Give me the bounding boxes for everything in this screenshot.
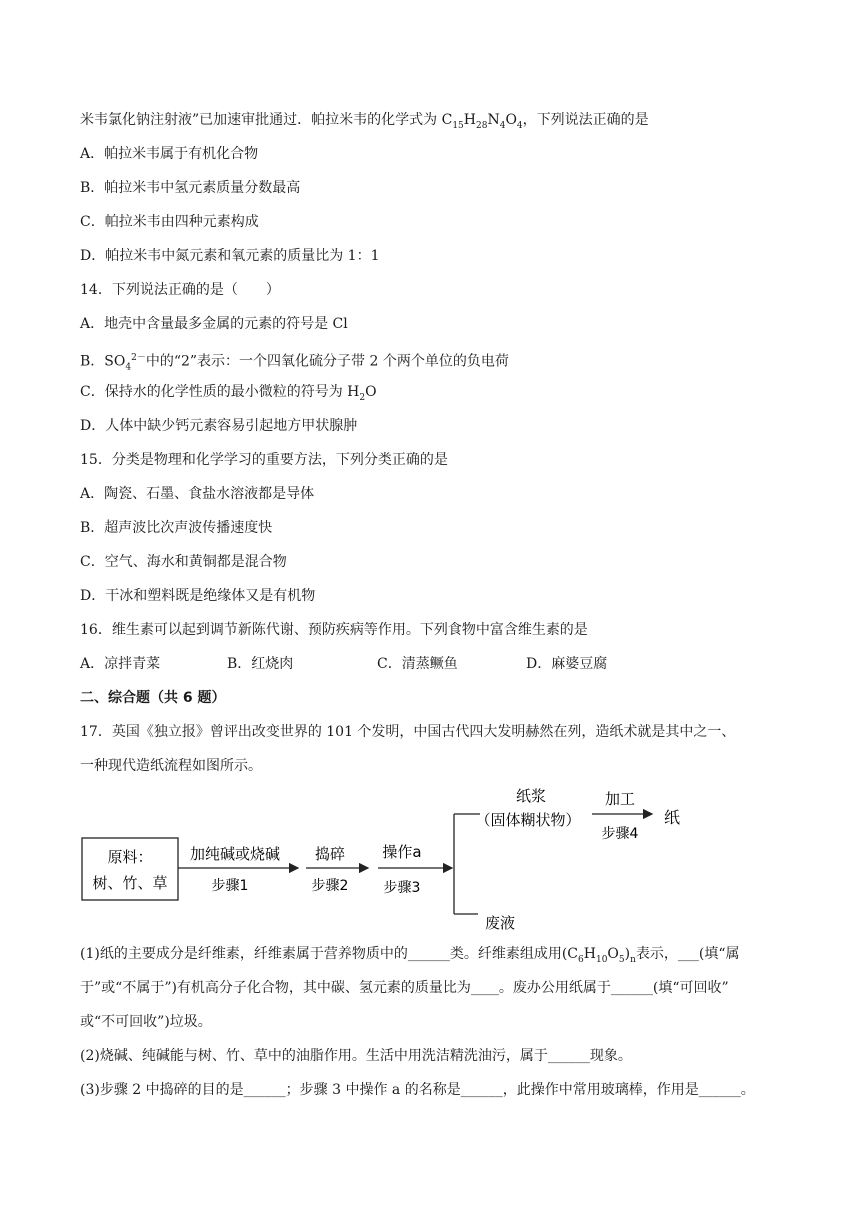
step3-action: 操作a [382,843,422,861]
step2-label: 步骤2 [311,878,349,894]
q15-option-d: D．干冰和塑料既是绝缘体又是有机物 [80,588,316,604]
q14-stem: 14．下列说法正确的是（ ） [80,282,280,298]
pulp-description: （固体糊状物） [475,811,581,829]
papermaking-flow-diagram [0,780,860,940]
q16-option-b: B．红烧肉 [227,656,294,672]
q17-part1-line3: 或“不可回收”)垃圾。 [80,1014,212,1030]
q15-stem: 15．分类是物理和化学学习的重要方法，下列分类正确的是 [80,452,448,468]
q13-option-a: A．帕拉米韦属于有机化合物 [80,146,259,162]
q16-stem: 16．维生素可以起到调节新陈代谢、预防疾病等作用。下列食物中富含维生素的是 [80,622,588,638]
raw-material-items: 树、竹、草 [92,874,168,892]
pulp-label: 纸浆 [515,787,547,805]
step2-action: 捣碎 [314,845,346,863]
section-heading: 二、综合题（共 6 题） [80,690,226,706]
q17-stem-line1: 17．英国《独立报》曾评出改变世界的 101 个发明，中国古代四大发明赫然在列，造纸术就是其中之一、 [80,724,736,740]
q13-option-c: C．帕拉米韦由四种元素构成 [80,214,259,230]
waste-label: 废液 [484,914,516,932]
q15-option-a: A．陶瓷、石墨、食盐水溶液都是导体 [80,486,315,502]
raw-material-label: 原料： [107,848,153,866]
q16-options [80,654,607,674]
step4-action: 加工 [604,790,636,808]
q17-part2: (2)烧碱、纯碱能与树、竹、草中的油脂作用。生活中用洗洁精洗油污，属于______现象。 [80,1048,632,1064]
step1-action: 加纯碱或烧碱 [189,845,281,863]
q16-option-c: C．清蒸鳜鱼 [377,656,458,672]
q17-part3: (3)步骤 2 中捣碎的目的是______；步骤 3 中操作 a 的名称是______，此操作中常用玻璃棒，作用是______。 [80,1082,755,1098]
q15-option-b: B．超声波比次声波传播速度快 [80,520,273,536]
q17-stem-line2: 一种现代造纸流程如图所示。 [80,758,262,774]
step3-label: 步骤3 [383,880,421,896]
step1-label: 步骤1 [211,878,249,894]
q14-option-b: B．$SO_4^{2-}$中的“2”表示：一个四氧化硫分子带 2 个两个单位的负电荷 [80,353,509,373]
q17-part1-line2: 于”或“不属于”)有机高分子化合物，其中碳、氢元素的质量比为____。废办公用纸属于______(填“可回收” [80,980,729,996]
q17-part1-line1: (1)纸的主要成分是纤维素，纤维素属于营养物质中的______类。纤维素组成用$(C_6H_{10}O_5)_n$表示，___(填“属 [80,946,740,965]
q13-option-d: D．帕拉米韦中氮元素和氧元素的质量比为 1：1 [80,248,380,264]
q13-stem: 米韦氯化钠注射液”已加速审批通过．帕拉米韦的化学式为 $C_{15}H_{28}N_4O_4$，下列说法正确的是 [80,112,649,131]
product-label: 纸 [663,808,681,827]
q15-option-c: C．空气、海水和黄铜都是混合物 [80,554,287,570]
q16-option-a: A．凉拌青菜 [80,656,161,672]
q14-option-c: C．保持水的化学性质的最小微粒的符号为 $H_2O$ [80,384,377,403]
q14-option-d: D．人体中缺少钙元素容易引起地方甲状腺肿 [80,418,358,434]
q16-option-d: D．麻婆豆腐 [526,656,608,672]
step4-label: 步骤4 [601,826,639,842]
q14-option-a: A．地壳中含量最多金属的元素的符号是 Cl [80,316,348,332]
q13-option-b: B．帕拉米韦中氢元素质量分数最高 [80,180,301,196]
